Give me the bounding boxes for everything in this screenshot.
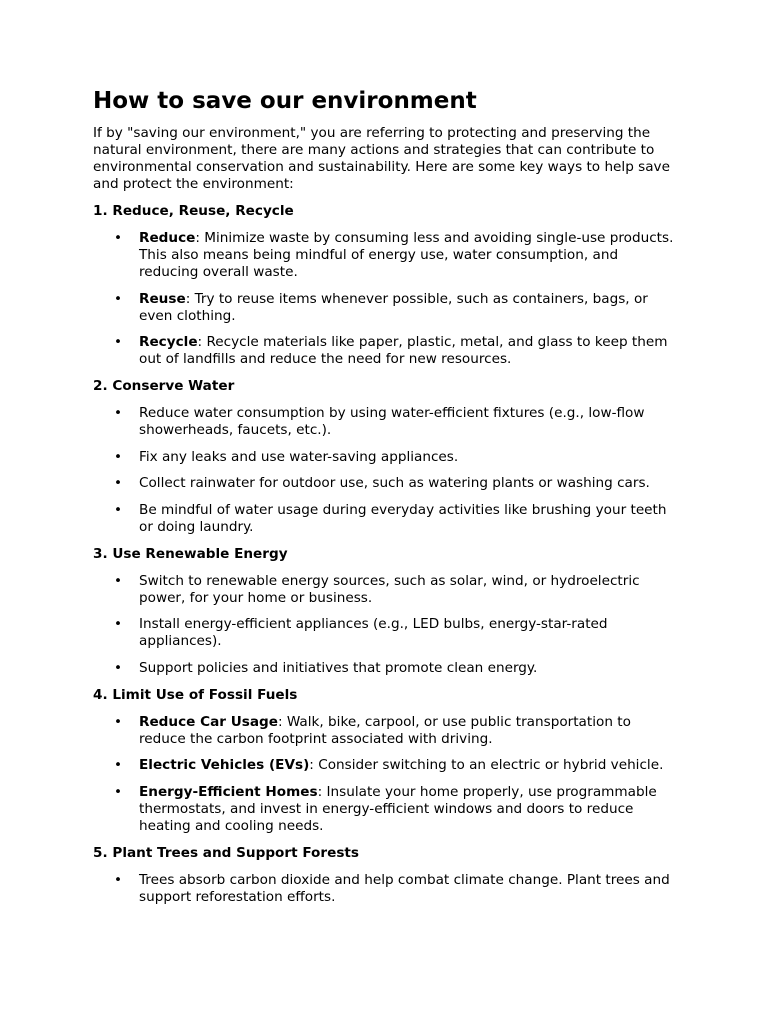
bullet-term: Reduce [139, 230, 196, 246]
bullet-icon: • [114, 475, 123, 491]
section-heading: 2. Conserve Water [93, 378, 235, 394]
list-item [93, 784, 678, 835]
bullet-text: Collect rainwater for outdoor use, such as watering plants or washing cars. [139, 475, 650, 491]
list-item [93, 757, 678, 774]
list-item [93, 660, 678, 677]
bullet-icon: • [114, 616, 123, 632]
list-item [93, 334, 678, 368]
bullet-icon: • [114, 501, 123, 518]
section-heading: 5. Plant Trees and Support Forests [93, 844, 359, 861]
bullet-text: : Minimize waste by consuming less and avoiding single-use products. This also means being mindful of energy use, water consumption, and reducing overall waste. [139, 230, 674, 280]
list-item [93, 872, 678, 906]
bullet-text: Reduce water consumption by using water-efficient fixtures (e.g., low-flow showerheads, faucets, etc.). [139, 405, 645, 438]
list-item [93, 230, 678, 281]
bullet-icon: • [114, 572, 123, 589]
section-heading: 3. Use Renewable Energy [93, 545, 288, 562]
bullet-text: Install energy-efficient appliances (e.g., LED bulbs, energy-star-rated appliances). [139, 616, 608, 649]
list-item [93, 291, 678, 325]
bullet-list [93, 573, 678, 677]
bullet-text: : Consider switching to an electric or hybrid vehicle. [309, 757, 664, 773]
list-item [93, 449, 678, 466]
bullet-list [93, 714, 678, 835]
bullet-icon: • [114, 871, 123, 888]
bullet-term: Reduce Car Usage [139, 713, 278, 730]
intro-paragraph: If by "saving our environment," you are referring to protecting and preserving the natural environment, there are many actions and strategies that can contribute to environmental conservation and sustainability. Here are some key ways to help save and protect the environment: [93, 125, 670, 192]
bullet-text: Support policies and initiatives that promote clean energy. [139, 659, 538, 676]
bullet-icon: • [114, 757, 123, 773]
bullet-term: Electric Vehicles (EVs) [139, 757, 310, 773]
bullet-term: Recycle [139, 334, 198, 350]
document-page [93, 86, 678, 916]
bullet-text: : Try to reuse items whenever possible, such as containers, bags, or even clothing. [139, 290, 648, 324]
list-item [93, 475, 678, 492]
bullet-text: Switch to renewable energy sources, such as solar, wind, or hydroelectric power, for your home or business. [139, 572, 640, 606]
bullet-text: Trees absorb carbon dioxide and help combat climate change. Plant trees and support reforestation efforts. [139, 871, 670, 905]
bullet-icon: • [114, 713, 123, 730]
bullet-term: Energy-Efficient Homes [139, 783, 318, 800]
bullet-list [93, 230, 678, 368]
bullet-icon: • [114, 230, 123, 246]
list-item [93, 573, 678, 607]
list-item [93, 714, 678, 748]
list-item [93, 405, 678, 439]
section-heading: 4. Limit Use of Fossil Fuels [93, 686, 298, 703]
list-item [93, 616, 678, 650]
bullet-icon: • [114, 448, 123, 465]
bullet-term: Reuse [139, 290, 186, 307]
bullet-icon: • [114, 334, 123, 350]
bullet-text: : Insulate your home properly, use programmable thermostats, and invest in energy-efficient windows and doors to reduce heating and cooling needs. [139, 783, 657, 834]
bullet-list [93, 872, 678, 906]
bullet-text: : Walk, bike, carpool, or use public transportation to reduce the carbon footprint associated with driving. [139, 713, 631, 747]
document-title: How to save our environment [93, 88, 477, 114]
bullet-list [93, 405, 678, 536]
bullet-icon: • [114, 659, 123, 676]
bullet-text: Be mindful of water usage during everyday activities like brushing your teeth or doing laundry. [139, 501, 667, 535]
list-item [93, 502, 678, 536]
sections-container [93, 203, 678, 906]
bullet-icon: • [114, 405, 123, 421]
bullet-text: : Recycle materials like paper, plastic, metal, and glass to keep them out of landfills and reduce the need for new resources. [139, 334, 668, 367]
bullet-icon: • [114, 290, 123, 307]
bullet-icon: • [114, 783, 123, 800]
section-heading: 1. Reduce, Reuse, Recycle [93, 203, 294, 219]
bullet-text: Fix any leaks and use water-saving appliances. [139, 448, 459, 465]
